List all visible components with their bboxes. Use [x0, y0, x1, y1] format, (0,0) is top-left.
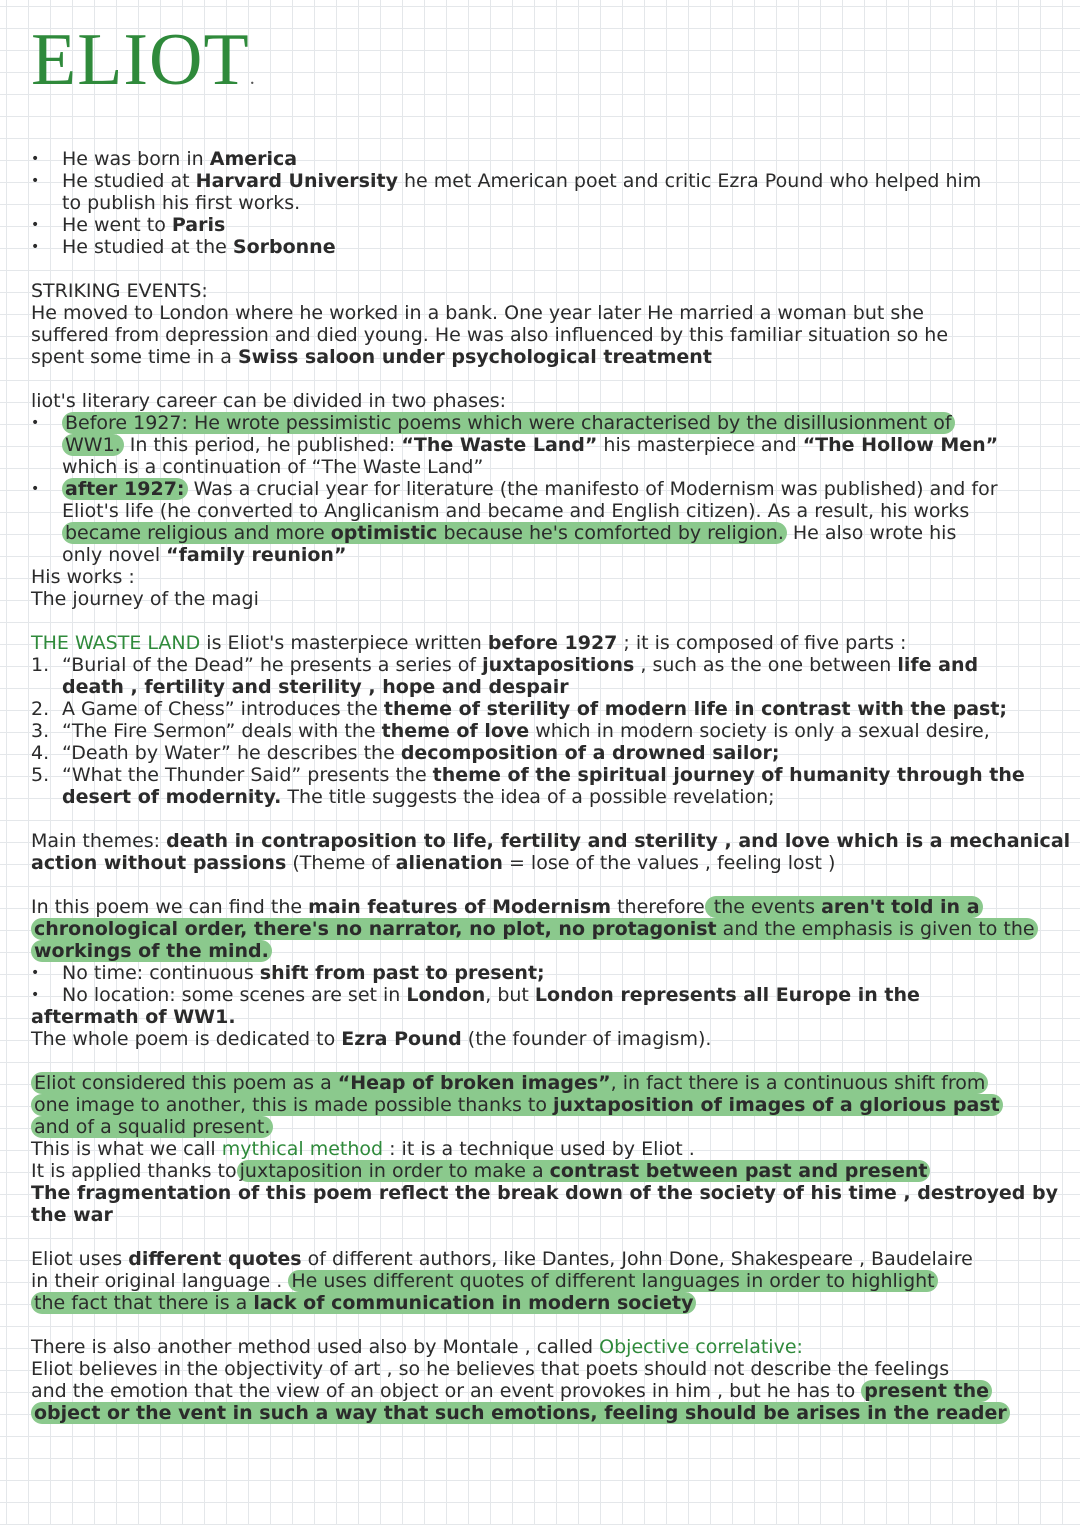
paragraph-line: It is applied thanks to juxtaposition in order to make a contrast between past and present: [31, 1160, 1051, 1182]
bio-item: • He studied at the Sorbonne: [31, 236, 1051, 258]
paragraph-line: liot's literary career can be divided in two phases:: [31, 390, 507, 412]
part-item: 2. A Game of Chess” introduces the theme of sterility of modern life in contrast with the past;: [31, 698, 1008, 720]
works-item: The journey of the magi: [31, 588, 259, 610]
heap-of-images: [31, 1072, 1059, 1226]
phase-item-cont: only novel “family reunion”: [62, 544, 347, 566]
modernism-features: [31, 896, 1051, 1050]
bio-item: • He studied at Harvard University he met American poet and critic Ezra Pound who helped him: [31, 170, 1051, 192]
paragraph-line: the fact that there is a lack of communication in modern society: [31, 1292, 1051, 1314]
paragraph-line: chronological order, there's no narrator, no plot, no protagonist and the emphasis is given to the: [31, 918, 1051, 940]
paragraph-line: and of a squalid present.: [31, 1116, 1051, 1138]
phase-item-cont: Eliot's life (he converted to Anglicanism and became and English citizen). As a result, his works: [62, 500, 970, 522]
waste-land-section: [31, 632, 1051, 808]
works-label: His works :: [31, 566, 135, 588]
part-item: 4. “Death by Water” he describes the decomposition of a drowned sailor;: [31, 742, 780, 764]
paragraph-line: suffered from depression and died young. He was also influenced by this familiar situation so he: [31, 324, 949, 346]
paragraph-line: and the emotion that the view of an object or an event provokes in him , but he has to present the: [31, 1380, 1051, 1402]
paragraph-line: There is also another method used also by Montale , called Objective correlative:: [31, 1336, 803, 1358]
paragraph-line: He moved to London where he worked in a bank. One year later He married a woman but she: [31, 302, 924, 324]
paragraph-line: Eliot believes in the objectivity of art , so he believes that poets should not describe the feelings: [31, 1358, 950, 1380]
phase-item: • Before 1927: He wrote pessimistic poems which were characterised by the disillusionment of: [31, 412, 1051, 434]
paragraph-line: The whole poem is dedicated to Ezra Pound (the founder of imagism).: [31, 1028, 712, 1050]
paragraph-line: Main themes: death in contraposition to life, fertility and sterility , and love which is a mechanical: [31, 830, 1071, 852]
page-title: ELIOT.: [31, 19, 256, 101]
phase-item-cont: which is a continuation of “The Waste Land”: [62, 456, 484, 478]
part-item: 5. “What the Thunder Said” presents the theme of the spiritual journey of humanity through the: [31, 764, 1025, 786]
feature-item: • No time: continuous shift from past to present;: [31, 962, 1051, 984]
paragraph-line: The fragmentation of this poem reflect the break down of the society of his time , destroyed by: [31, 1182, 1059, 1204]
striking-events: [31, 280, 1051, 368]
paragraph-line: action without passions (Theme of alienation = lose of the values , feeling lost ): [31, 852, 836, 874]
section-intro: THE WASTE LAND is Eliot's masterpiece written before 1927 ; it is composed of five parts :: [31, 632, 907, 654]
notes-page: [31, 19, 1071, 1424]
career-phases: [31, 390, 1051, 610]
paragraph-line: spent some time in a Swiss saloon under psychological treatment: [31, 346, 712, 368]
paragraph-line: the war: [31, 1204, 113, 1226]
paragraph-line: object or the vent in such a way that such emotions, feeling should be arises in the reader: [31, 1402, 1051, 1424]
bio-item: • He was born in America: [31, 148, 1051, 170]
part-item: 1. “Burial of the Dead” he presents a series of juxtapositions , such as the one between life and: [31, 654, 979, 676]
bio-item-cont: to publish his first works.: [62, 192, 301, 214]
phase-item-cont: WW1. In this period, he published: “The Waste Land” his masterpiece and “The Hollow Men”: [31, 434, 1051, 456]
feature-item: • No location: some scenes are set in London, but London represents all Europe in the: [31, 984, 1051, 1006]
paragraph-line: aftermath of WW1.: [31, 1006, 236, 1028]
objective-correlative: [31, 1336, 1051, 1424]
paragraph-line: Eliot uses different quotes of different authors, like Dantes, John Done, Shakespeare , Baudelaire: [31, 1248, 973, 1270]
bio-list: [31, 148, 1051, 258]
paragraph-line: Eliot considered this poem as a “Heap of broken images”, in fact there is a continuous shift from: [31, 1072, 1051, 1094]
bio-item: • He went to Paris: [31, 214, 1051, 236]
part-item-cont: desert of modernity. The title suggests the idea of a possible revelation;: [62, 786, 775, 808]
paragraph-line: In this poem we can find the main features of Modernism therefore the events aren't told in a: [31, 896, 1051, 918]
part-item: 3. “The Fire Sermon” deals with the theme of love which in modern society is only a sexual desire,: [31, 720, 990, 742]
paragraph-line: in their original language . He uses different quotes of different languages in order to highlight: [31, 1270, 1051, 1292]
part-item-cont: death , fertility and sterility , hope and despair: [62, 676, 569, 698]
main-themes: [31, 830, 1071, 874]
quotes-section: [31, 1248, 1051, 1314]
section-heading: STRIKING EVENTS:: [31, 280, 208, 302]
phase-item: • after 1927: Was a crucial year for literature (the manifesto of Modernism was published) and for: [31, 478, 1051, 500]
paragraph-line: one image to another, this is made possible thanks to juxtaposition of images of a glorious past: [31, 1094, 1051, 1116]
paragraph-line: This is what we call mythical method : it is a technique used by Eliot .: [31, 1138, 695, 1160]
phase-item-cont: became religious and more optimistic because he's comforted by religion. He also wrote his: [31, 522, 1051, 544]
paragraph-line: workings of the mind.: [31, 940, 1051, 962]
